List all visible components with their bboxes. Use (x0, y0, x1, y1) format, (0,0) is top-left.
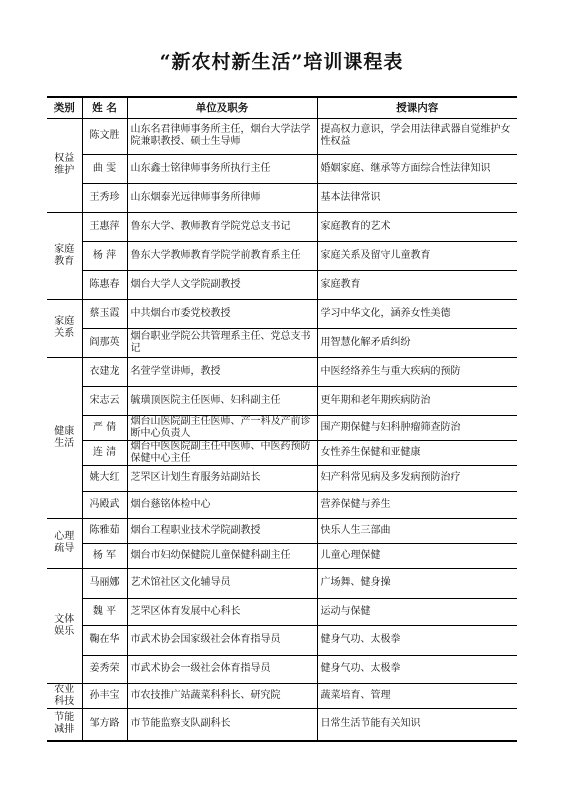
content-cell: 女性养生保健和亚健康 (317, 440, 517, 465)
content-cell: 日常生活节能有关知识 (317, 708, 517, 741)
table-row (47, 518, 517, 543)
content-cell: 营养保健与养生 (317, 491, 517, 518)
unit-cell: 毓璜顶医院主任医师、妇科副主任 (127, 386, 317, 415)
category-label: 权益维护 (54, 153, 75, 176)
table-row (47, 465, 517, 491)
name-cell: 衣建龙 (82, 357, 127, 386)
table-row (47, 491, 517, 518)
unit-cell: 烟台大学人文学院副教授 (127, 270, 317, 299)
unit-cell: 山东鑫士铭律师事务所执行主任 (127, 154, 317, 183)
table-row (47, 154, 517, 183)
table-row (47, 440, 517, 465)
name-cell: 鞠在华 (82, 625, 127, 655)
content-cell: 蔬菜培育、管理 (317, 683, 517, 708)
unit-cell: 中共烟台市委党校教授 (127, 299, 317, 328)
category-label: 家庭关系 (54, 316, 75, 339)
content-cell: 家庭教育 (317, 270, 517, 299)
category-cell (47, 118, 82, 212)
content-cell: 儿童心理保健 (317, 543, 517, 568)
table-row (47, 568, 517, 598)
unit-cell: 芝罘区计划生育服务站副站长 (127, 465, 317, 491)
table-row (47, 241, 517, 270)
unit-cell: 山东烟泰光远律师事务所律师 (127, 183, 317, 212)
table-row (47, 625, 517, 655)
unit-cell: 烟台市妇幼保健院儿童保健科副主任 (127, 543, 317, 568)
category-cell (47, 518, 82, 568)
name-cell: 姚大红 (82, 465, 127, 491)
unit-cell: 烟台职业学院公共管理系主任、党总支书记 (127, 328, 317, 357)
content-cell: 家庭教育的艺术 (317, 212, 517, 241)
page-title: “新农村新生活”培训课程表 (159, 51, 404, 73)
unit-cell: 山东名君律师事务所主任，烟台大学法学院兼职教授、硕士生导师 (127, 118, 317, 154)
table-row (47, 415, 517, 440)
content-cell: 围产期保健与妇科肿瘤筛查防治 (317, 415, 517, 440)
name-cell: 冯殿武 (82, 491, 127, 518)
name-cell: 姜秀荣 (82, 655, 127, 683)
unit-cell: 烟台慈铭体检中心 (127, 491, 317, 518)
category-cell (47, 683, 82, 708)
content-cell: 运动与保健 (317, 598, 517, 625)
content-cell: 中医经络养生与重大疾病的预防 (317, 357, 517, 386)
unit-cell: 市武术协会国家级社会体育指导员 (127, 625, 317, 655)
category-cell (47, 299, 82, 357)
table-row (47, 708, 517, 741)
table-row (47, 328, 517, 357)
name-cell: 杨 萍 (82, 241, 127, 270)
category-label: 农业科技 (54, 683, 75, 707)
unit-cell: 烟台山医院副主任医师、产一科及产前诊断中心负责人 (127, 415, 317, 440)
content-cell: 用智慧化解矛盾纠纷 (317, 328, 517, 357)
unit-cell: 鲁东大学、教师教育学院党总支书记 (127, 212, 317, 241)
content-cell: 学习中华文化，涵养女性美德 (317, 299, 517, 328)
content-cell: 提高权力意识，学会用法律武器自觉维护女性权益 (317, 118, 517, 154)
unit-cell: 市农技推广站蔬菜科科长、研究院 (127, 683, 317, 708)
unit-cell: 鲁东大学教师教育学院学前教育系主任 (127, 241, 317, 270)
table-row (47, 386, 517, 415)
name-cell: 蔡玉霞 (82, 299, 127, 328)
unit-cell: 烟台工程职业技术学院副教授 (127, 518, 317, 543)
course-table (47, 96, 517, 742)
header-name: 姓 名 (82, 97, 127, 118)
unit-cell: 芝罘区体育发展中心科长 (127, 598, 317, 625)
content-cell: 健身气功、太极拳 (317, 625, 517, 655)
name-cell: 王惠萍 (82, 212, 127, 241)
table-body (47, 118, 517, 741)
name-cell: 阎那英 (82, 328, 127, 357)
content-cell: 健身气功、太极拳 (317, 655, 517, 683)
category-label: 节能减排 (54, 712, 75, 736)
category-label: 心理疏导 (54, 531, 75, 554)
name-cell: 孙丰宝 (82, 683, 127, 708)
category-cell (47, 568, 82, 683)
table-row (47, 118, 517, 154)
name-cell: 王秀珍 (82, 183, 127, 212)
unit-cell: 烟台中医医院副主任中医师、中医药预防保健中心主任 (127, 440, 317, 465)
name-cell: 陈文胜 (82, 118, 127, 154)
table-row (47, 212, 517, 241)
table-row (47, 357, 517, 386)
table-row (47, 270, 517, 299)
name-cell: 陈惠春 (82, 270, 127, 299)
unit-cell: 市节能监察支队副科长 (127, 708, 317, 741)
category-cell (47, 357, 82, 518)
header-content: 授课内容 (317, 97, 517, 118)
content-cell: 婚姻家庭、继承等方面综合性法律知识 (317, 154, 517, 183)
header-category: 类别 (47, 97, 82, 118)
name-cell: 马丽娜 (82, 568, 127, 598)
category-cell (47, 708, 82, 741)
table-row (47, 598, 517, 625)
content-cell: 快乐人生三部曲 (317, 518, 517, 543)
table-row (47, 543, 517, 568)
content-cell: 家庭关系及留守儿童教育 (317, 241, 517, 270)
name-cell: 曲 雯 (82, 154, 127, 183)
category-label: 文体娱乐 (54, 613, 75, 637)
name-cell: 魏 平 (82, 598, 127, 625)
header-unit: 单位及职务 (127, 97, 317, 118)
name-cell: 陈雅茹 (82, 518, 127, 543)
content-cell: 妇产科常见病及多发病预防治疗 (317, 465, 517, 491)
name-cell: 连 清 (82, 440, 127, 465)
unit-cell: 名萱学堂讲师，教授 (127, 357, 317, 386)
unit-cell: 市武术协会一级社会体育指导员 (127, 655, 317, 683)
category-cell (47, 212, 82, 299)
unit-cell: 艺术馆社区文化辅导员 (127, 568, 317, 598)
table-row (47, 655, 517, 683)
name-cell: 宋志云 (82, 386, 127, 415)
content-cell: 基本法律常识 (317, 183, 517, 212)
header-row (47, 97, 517, 118)
category-label: 家庭教育 (54, 243, 75, 267)
table-row (47, 183, 517, 212)
name-cell: 杨 军 (82, 543, 127, 568)
table-row (47, 299, 517, 328)
name-cell: 邹方路 (82, 708, 127, 741)
category-label: 健康生活 (54, 425, 75, 449)
content-cell: 更年期和老年期疾病防治 (317, 386, 517, 415)
table-row (47, 683, 517, 708)
name-cell: 严 倩 (82, 415, 127, 440)
content-cell: 广场舞、健身操 (317, 568, 517, 598)
